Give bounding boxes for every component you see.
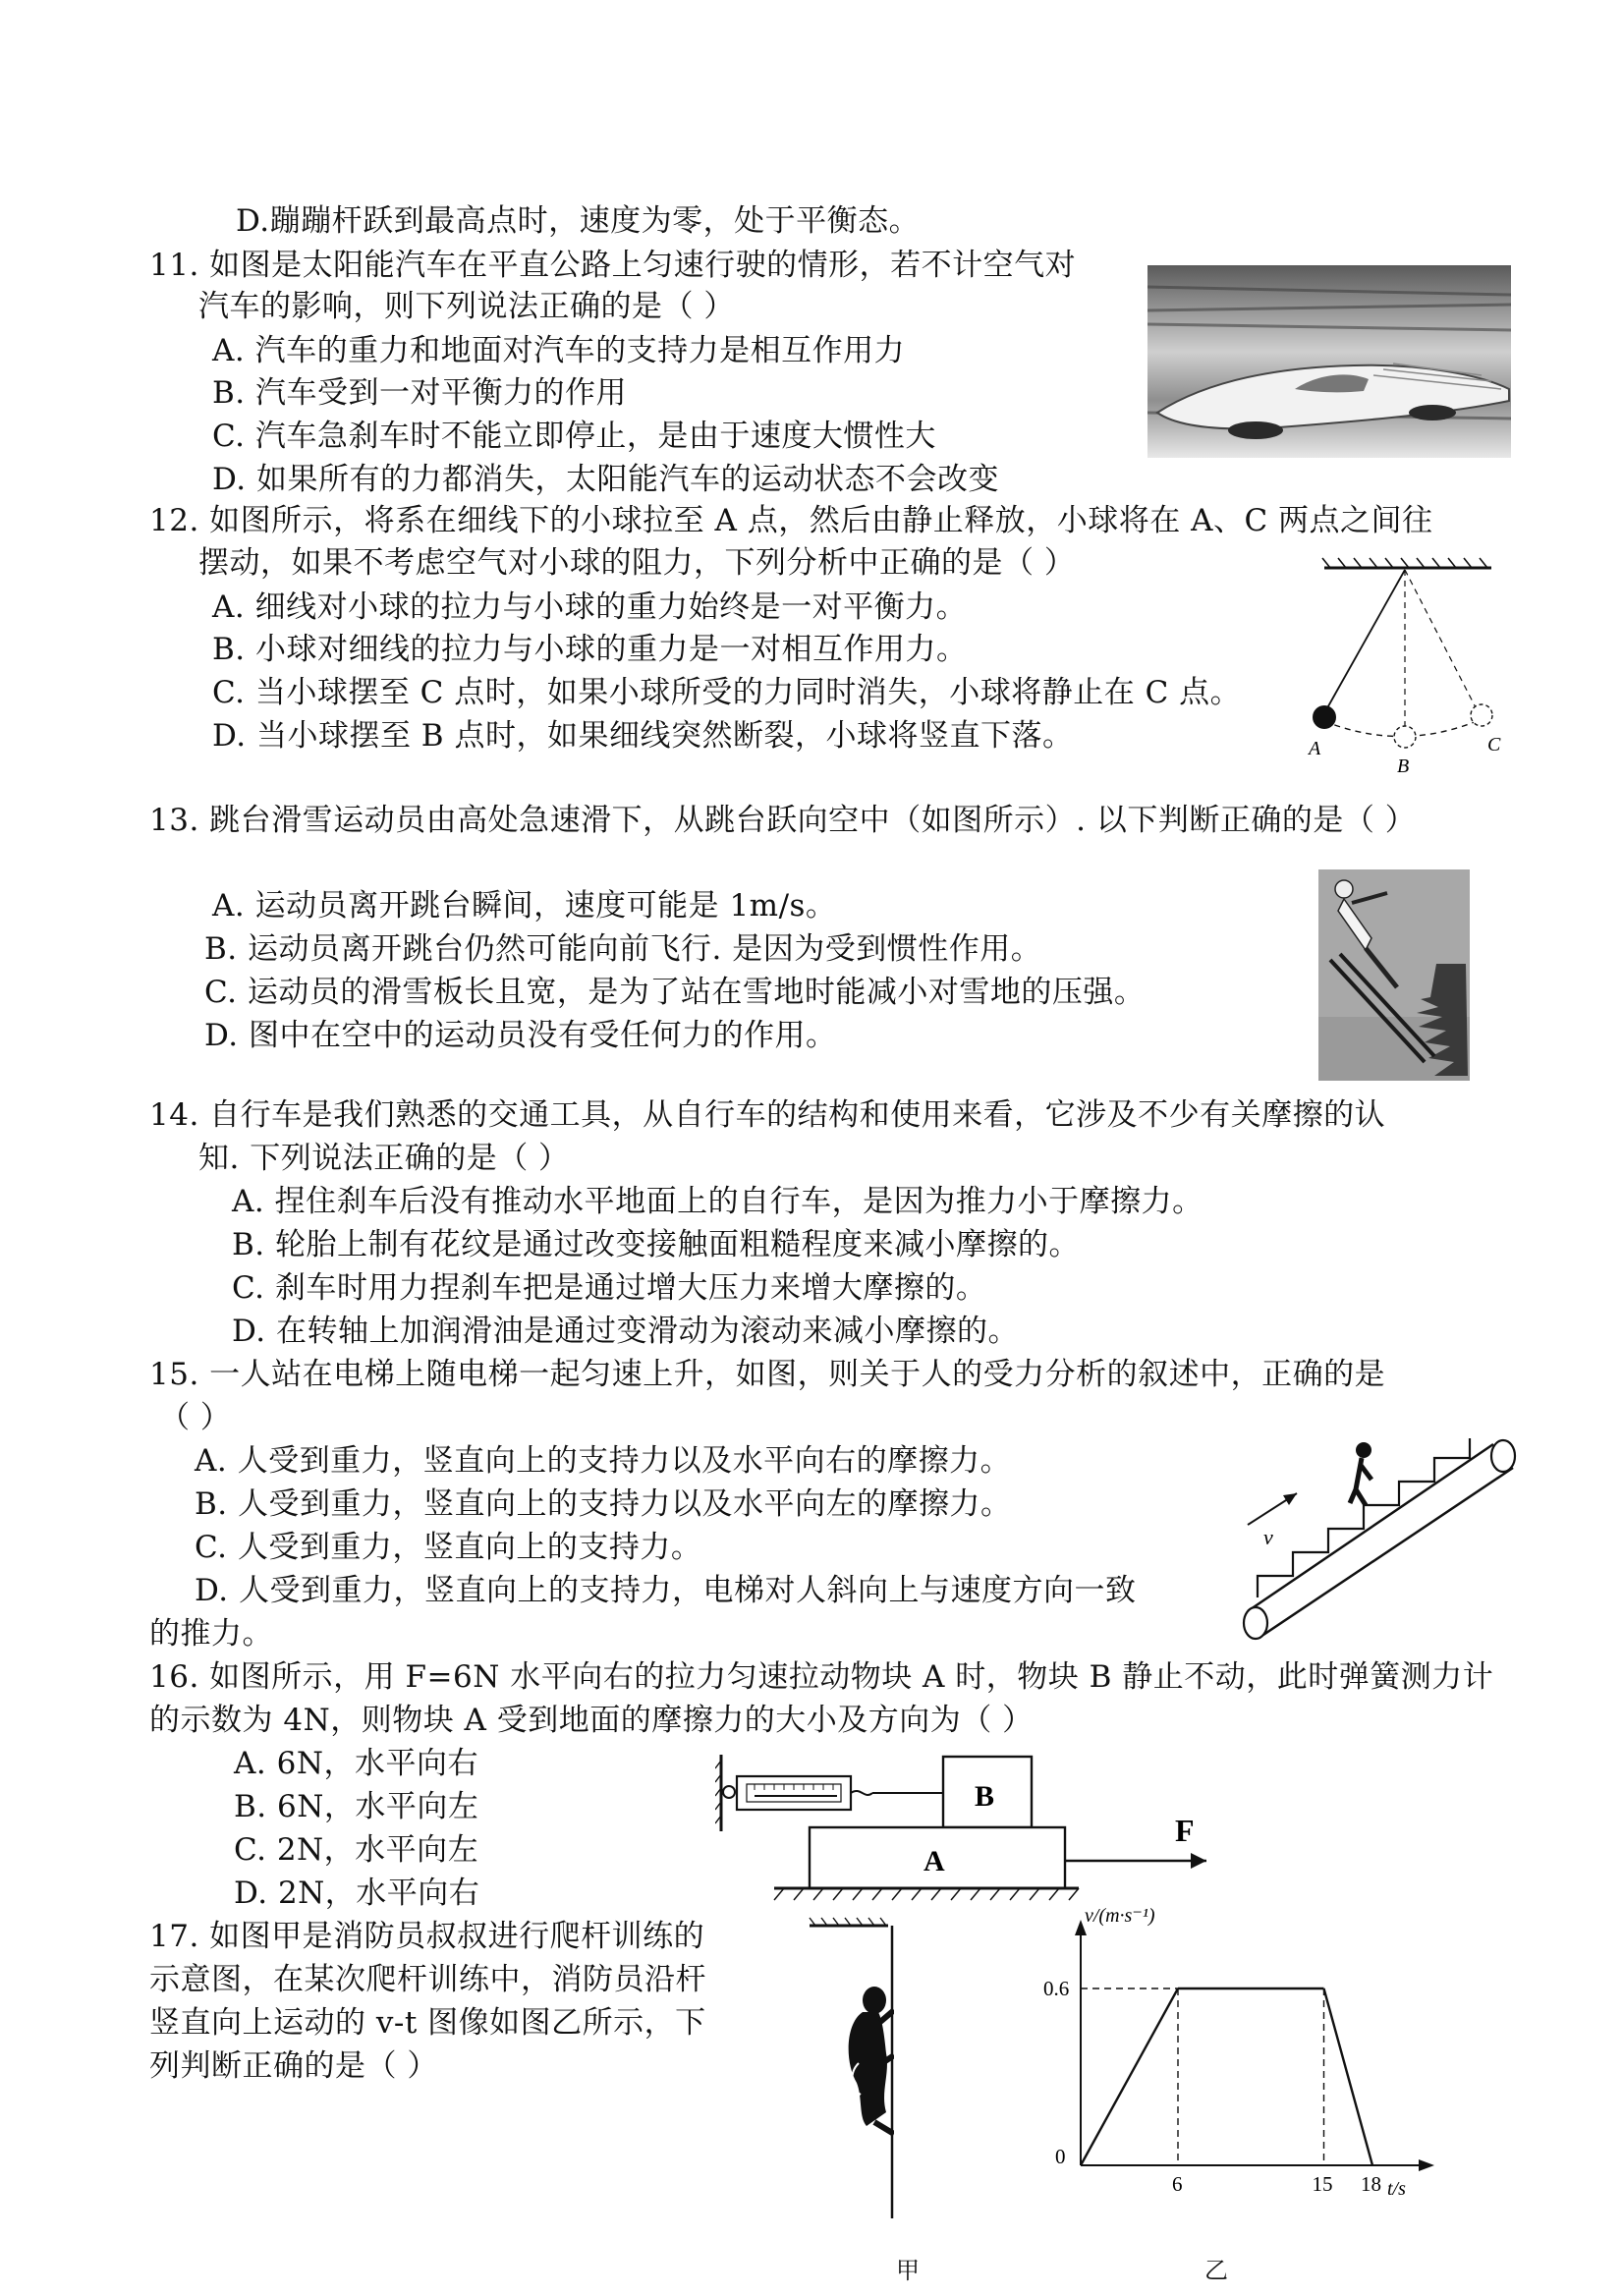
q13-option-d: D. 图中在空中的运动员没有受任何力的作用。 xyxy=(204,1018,837,1053)
q11-option-a: A. 汽车的重力和地面对汽车的支持力是相互作用力 xyxy=(212,333,906,368)
q17-stem-line-1: 17. 如图甲是消防员叔叔进行爬杆训练的 xyxy=(149,1919,705,1954)
vt-y-tick-0.6: 0.6 xyxy=(1043,1977,1070,2000)
q12-option-a: A. 细线对小球的拉力与小球的重力始终是一对平衡力。 xyxy=(212,589,968,625)
vt-x-tick-15: 15 xyxy=(1312,2172,1333,2196)
q14-option-b: B. 轮胎上制有花纹是通过改变接触面粗糙程度来减小摩擦的。 xyxy=(232,1227,1080,1262)
vt-x-axis-arrow xyxy=(1419,2159,1434,2171)
q15-option-c: C. 人受到重力，竖直向上的支持力。 xyxy=(195,1530,702,1565)
q17-stem-line-2: 示意图，在某次爬杆训练中，消防员沿杆 xyxy=(149,1962,706,1997)
q12-option-c: C. 当小球摆至 C 点时，如果小球所受的力同时消失，小球将静止在 C 点。 xyxy=(212,675,1242,710)
q14-stem-line-1: 14. 自行车是我们熟悉的交通工具，从自行车的结构和使用来看，它涉及不少有关摩擦的认 xyxy=(149,1097,1386,1133)
vt-x-tick-6: 6 xyxy=(1172,2172,1183,2196)
q13-option-b: B. 运动员离开跳台仍然可能向前飞行. 是因为受到惯性作用。 xyxy=(204,931,1042,967)
q16-stem-line-1: 16. 如图所示，用 F=6N 水平向右的拉力匀速拉动物块 A 时，物块 B 静止不动，此时弹簧测力计 xyxy=(149,1659,1494,1695)
q11-option-b: B. 汽车受到一对平衡力的作用 xyxy=(212,375,627,411)
q11-stem-line-2: 汽车的影响，则下列说法正确的是（ ） xyxy=(198,289,735,324)
q13-stem: 13. 跳台滑雪运动员由高处急速滑下，从跳台跃向空中（如图所示）. 以下判断正确的是（ ） xyxy=(149,803,1417,838)
vt-line-segment-0 xyxy=(1081,1988,1178,2165)
q14-option-a: A. 捏住刹车后没有推动水平地面上的自行车，是因为推力小于摩擦力。 xyxy=(232,1184,1203,1219)
figure-yi-caption: 乙 xyxy=(1204,2257,1229,2284)
q15-option-a: A. 人受到重力，竖直向上的支持力以及水平向右的摩擦力。 xyxy=(195,1443,1012,1479)
q12-option-d: D. 当小球摆至 B 点时，如果细线突然断裂，小球将竖直下落。 xyxy=(212,718,1074,754)
pendulum-label-a: A xyxy=(1309,738,1321,759)
force-f-label: F xyxy=(1175,1813,1195,1848)
q15-stem-line-2: （ ） xyxy=(159,1400,232,1435)
pendulum-label-c: C xyxy=(1487,734,1501,756)
q17-stem-line-4: 列判断正确的是（ ） xyxy=(149,2048,438,2084)
q17-stem-line-3: 竖直向上运动的 v-t 图像如图乙所示，下 xyxy=(149,2005,706,2041)
q10-option-d: D.蹦蹦杆跃到最高点时，速度为零，处于平衡态。 xyxy=(236,203,921,239)
vt-x-axis-label: t/s xyxy=(1387,2178,1406,2200)
pole-climber-image xyxy=(806,1916,894,2220)
q16-stem-line-2: 的示数为 4N，则物块 A 受到地面的摩擦力的大小及方向为（ ） xyxy=(149,1703,1034,1738)
q14-option-d: D. 在转轴上加润滑油是通过变滑动为滚动来减小摩擦的。 xyxy=(232,1314,1019,1349)
q11-option-c: C. 汽车急刹车时不能立即停止，是由于速度大惯性大 xyxy=(212,419,936,454)
pendulum-label-b: B xyxy=(1397,756,1410,776)
block-spring-diagram xyxy=(715,1747,1226,1914)
vt-graph xyxy=(1041,1906,1454,2220)
q13-option-c: C. 运动员的滑雪板长且宽，是为了站在雪地时能减小对雪地的压强。 xyxy=(204,975,1146,1010)
q16-option-b: B. 6N，水平向左 xyxy=(234,1789,479,1824)
q14-option-c: C. 刹车时用力捏刹车把是通过增大压力来增大摩擦的。 xyxy=(232,1270,987,1306)
q12-option-b: B. 小球对细线的拉力与小球的重力是一对相互作用力。 xyxy=(212,632,968,667)
q15-option-b: B. 人受到重力，竖直向上的支持力以及水平向左的摩擦力。 xyxy=(195,1486,1012,1522)
figure-jia-caption: 甲 xyxy=(896,2257,921,2284)
q11-stem-line-1: 11. 如图是太阳能汽车在平直公路上匀速行驶的情形，若不计空气对 xyxy=(149,248,1077,283)
vt-x-tick-0: 0 xyxy=(1055,2145,1066,2168)
q15-stem-line-1: 15. 一人站在电梯上随电梯一起匀速上升，如图，则关于人的受力分析的叙述中，正确的是 xyxy=(149,1357,1386,1392)
q13-option-a: A. 运动员离开跳台瞬间，速度可能是 1m/s。 xyxy=(212,888,837,924)
q16-option-a: A. 6N，水平向右 xyxy=(234,1746,478,1781)
escalator-diagram xyxy=(1228,1395,1528,1641)
vt-x-tick-18: 18 xyxy=(1361,2172,1381,2196)
ski-jumper-image xyxy=(1318,869,1470,1081)
block-b-label: B xyxy=(975,1780,995,1813)
q14-stem-line-2: 知. 下列说法正确的是（ ） xyxy=(198,1141,570,1176)
q15-option-d-line-2: 的推力。 xyxy=(149,1616,273,1652)
q15-option-d-line-1: D. 人受到重力，竖直向上的支持力，电梯对人斜向上与速度方向一致 xyxy=(195,1573,1137,1608)
escalator-velocity-label: v xyxy=(1263,1525,1273,1549)
q16-option-c: C. 2N，水平向左 xyxy=(234,1832,479,1868)
vt-line-segment-2 xyxy=(1324,1988,1373,2165)
q12-stem-line-2: 摆动，如果不考虑空气对小球的阻力，下列分析中正确的是（ ） xyxy=(198,545,1076,581)
vt-y-axis-label: v/(m·s⁻¹) xyxy=(1085,1906,1155,1927)
pendulum-diagram xyxy=(1295,554,1511,776)
solar-car-image xyxy=(1147,265,1511,458)
q16-option-d: D. 2N，水平向右 xyxy=(234,1876,480,1911)
q11-option-d: D. 如果所有的力都消失，太阳能汽车的运动状态不会改变 xyxy=(212,462,999,497)
block-a-label: A xyxy=(923,1845,945,1877)
q12-stem-line-1: 12. 如图所示，将系在细线下的小球拉至 A 点，然后由静止释放，小球将在 A、C 两点之间往 xyxy=(149,503,1433,538)
